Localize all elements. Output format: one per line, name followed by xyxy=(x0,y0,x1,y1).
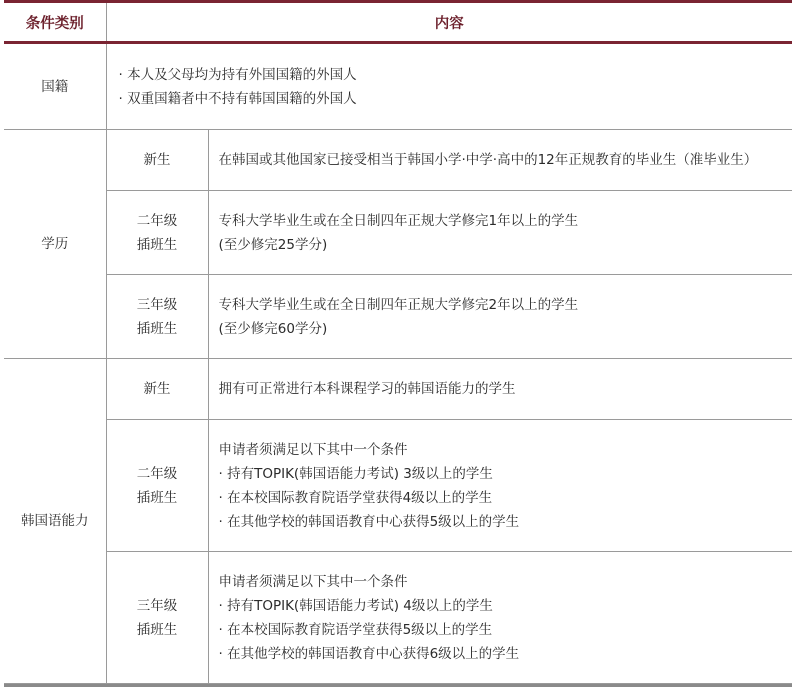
requirement-line: 申请者须满足以下其中一个条件 xyxy=(218,441,408,458)
requirement-content xyxy=(208,552,792,684)
requirement-line: 申请者须满足以下其中一个条件 xyxy=(218,573,408,590)
table-row xyxy=(4,552,792,684)
table-row xyxy=(4,275,792,359)
header-content: 内容 xyxy=(106,2,792,43)
requirement-line: 专科大学毕业生或在全日制四年正规大学修完1年以上的学生 xyxy=(218,212,579,229)
category-korean-proficiency: 韩国语能力 xyxy=(4,359,106,684)
nationality-line: · 本人及父母均为持有外国国籍的外国人 xyxy=(118,66,357,83)
requirement-content xyxy=(208,275,792,359)
applicant-type-label: 插班生 xyxy=(136,621,178,638)
requirement-content xyxy=(208,130,792,191)
requirement-line: (至少修完60学分) xyxy=(218,320,328,337)
table-row xyxy=(4,130,792,191)
applicant-type-label: 三年级 xyxy=(136,296,178,313)
requirement-content xyxy=(208,191,792,275)
requirement-line: · 在其他学校的韩国语教育中心获得5级以上的学生 xyxy=(218,513,520,530)
applicant-type-label: 三年级 xyxy=(136,597,178,614)
requirement-line: 拥有可正常进行本科课程学习的韩国语能力的学生 xyxy=(218,381,516,397)
table-row xyxy=(4,191,792,275)
table-row xyxy=(4,43,792,130)
nationality-content xyxy=(106,43,792,130)
applicant-type-label: 新生 xyxy=(143,152,171,168)
requirement-line: · 在本校国际教育院语学堂获得5级以上的学生 xyxy=(218,621,493,638)
applicant-type-label: 插班生 xyxy=(136,236,178,253)
applicant-type-label: 插班生 xyxy=(136,489,178,506)
applicant-type-label: 二年级 xyxy=(136,465,178,482)
requirement-line: (至少修完25学分) xyxy=(218,236,328,253)
applicant-type xyxy=(106,130,208,191)
requirements-table-wrapper xyxy=(4,0,792,687)
applicant-type xyxy=(106,420,208,552)
header-category: 条件类别 xyxy=(4,2,106,43)
applicant-type-label: 二年级 xyxy=(136,212,178,229)
applicant-type xyxy=(106,275,208,359)
applicant-type xyxy=(106,552,208,684)
nationality-line: · 双重国籍者中不持有韩国国籍的外国人 xyxy=(118,90,357,107)
applicant-type-label: 插班生 xyxy=(136,320,178,337)
table-row xyxy=(4,420,792,552)
category-education: 学历 xyxy=(4,130,106,359)
table-header-row xyxy=(4,2,792,43)
requirements-table xyxy=(4,0,792,684)
requirement-line: 专科大学毕业生或在全日制四年正规大学修完2年以上的学生 xyxy=(218,296,579,313)
requirement-line: · 在其他学校的韩国语教育中心获得6级以上的学生 xyxy=(218,645,520,662)
requirement-line: · 持有TOPIK(韩国语能力考试) 4级以上的学生 xyxy=(218,597,493,614)
requirement-line: · 在本校国际教育院语学堂获得4级以上的学生 xyxy=(218,489,493,506)
requirement-content xyxy=(208,420,792,552)
applicant-type xyxy=(106,191,208,275)
table-bottom-rule xyxy=(4,684,792,687)
requirement-line: 在韩国或其他国家已接受相当于韩国小学·中学·高中的12年正规教育的毕业生（准毕业生） xyxy=(218,152,758,168)
requirement-line: · 持有TOPIK(韩国语能力考试) 3级以上的学生 xyxy=(218,465,493,482)
requirement-content xyxy=(208,359,792,420)
category-nationality: 国籍 xyxy=(4,43,106,130)
applicant-type xyxy=(106,359,208,420)
table-row xyxy=(4,359,792,420)
applicant-type-label: 新生 xyxy=(143,381,171,397)
